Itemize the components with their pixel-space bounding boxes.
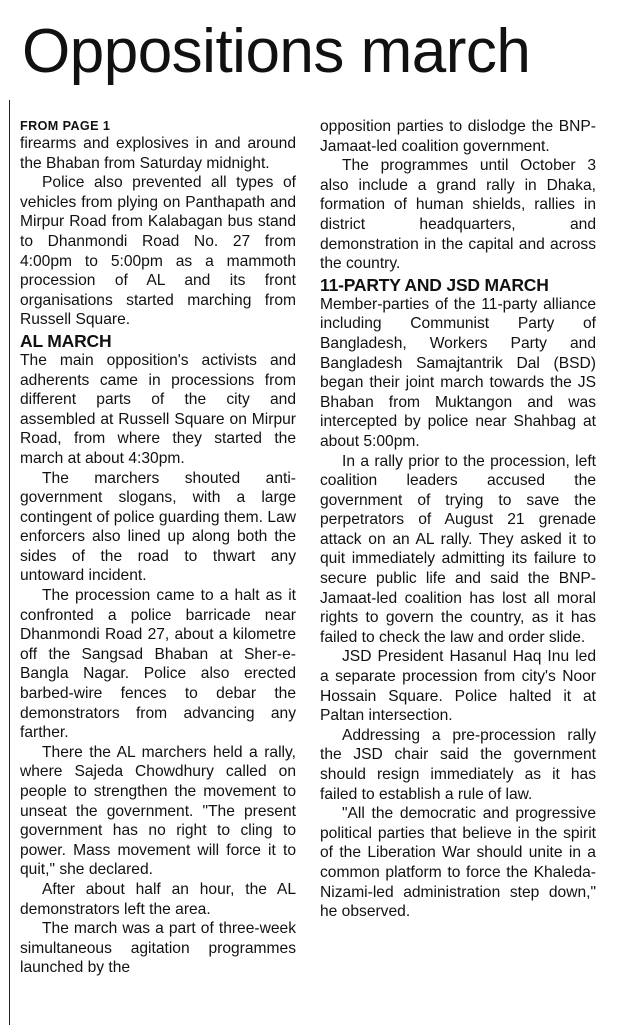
subhead-al-march: AL MARCH	[20, 330, 112, 351]
paragraph: The procession came to a halt as it confronted a police barricade near Dhanmondi Road 27, about a kilometre off the Sangsad Bhaban at Sher-e-Bangla Nagar. Police also erected barbed-wire fences to debar the demonstrators from advancing any farther.	[20, 587, 296, 742]
subhead-11-party-march: 11-PARTY AND JSD MARCH	[320, 274, 549, 295]
paragraph: There the AL marchers held a rally, where Sajeda Chowdhury called on people to strengthen the movement to unseat the government. "The present government has no right to cling to power. Mass movement will force it to quit," she declared.	[20, 743, 296, 879]
jump-kicker: FROM PAGE 1	[20, 119, 111, 133]
paragraph: Member-parties of the 11-party alliance including Communist Party of Bangladesh, Workers Party and Bangladesh Samajtantrik Dal (BSD) began their joint march towards the JS Bhaban from Muktangon and was intercepted by police near Shahbag at about 5:00pm.	[320, 295, 596, 450]
paragraph: opposition parties to dislodge the BNP-Jamaat-led coalition government.	[320, 118, 596, 155]
column-rule	[9, 100, 10, 1025]
paragraph: JSD President Hasanul Haq Inu led a separate procession from city's Noor Hossain Square. Police halted it at Paltan intersection.	[320, 648, 596, 725]
paragraph: The programmes until October 3 also include a grand rally in Dhaka, formation of human shields, rallies in district headquarters, and demonstration in the capital and across the country.	[320, 157, 596, 273]
paragraph: The marchers shouted anti-government slogans, with a large contingent of police guarding them. Law enforcers also lined up along both the sides of the road to thwart any untoward incident.	[20, 469, 296, 585]
paragraph: Addressing a pre-procession rally the JSD chair said the government should resign immediately as it has failed to establish a rule of law.	[320, 726, 596, 803]
paragraph: firearms and explosives in and around the Bhaban from Saturday midnight.	[20, 135, 296, 172]
paragraph: In a rally prior to the procession, left coalition leaders accused the government of trying to save the perpetrators of August 21 grenade attack on an AL rally. They asked it to quit immediately admitting its failure to secure public life and said the BNP-Jamaat-led coalition has lost all moral rights to govern the country, as it has failed to check the law and order slide.	[320, 452, 596, 646]
paragraph: The march was a part of three-week simultaneous agitation programmes launched by the	[20, 920, 296, 977]
paragraph: The main opposition's activists and adherents came in processions from different parts of the city and assembled at Russell Square on Mirpur Road, from where they started the march at about 4:30pm.	[20, 351, 296, 467]
left-column	[20, 117, 296, 978]
paragraph: After about half an hour, the AL demonstrators left the area.	[20, 880, 296, 918]
paragraph: "All the democratic and progressive political parties that believe in the spirit of the Liberation War should unite in a common platform to force the Khaleda-Nizami-led administration step down," he observed.	[320, 805, 596, 921]
headline: Oppositions march	[22, 17, 531, 86]
paragraph: Police also prevented all types of vehicles from plying on Panthapath and Mirpur Road from Kalabagan bus stand to Dhanmondi Road No. 27 from 4:00pm to 5:00pm as a mammoth procession of AL and its front organisations started marching from Russell Square.	[20, 174, 296, 329]
right-column	[320, 117, 596, 922]
